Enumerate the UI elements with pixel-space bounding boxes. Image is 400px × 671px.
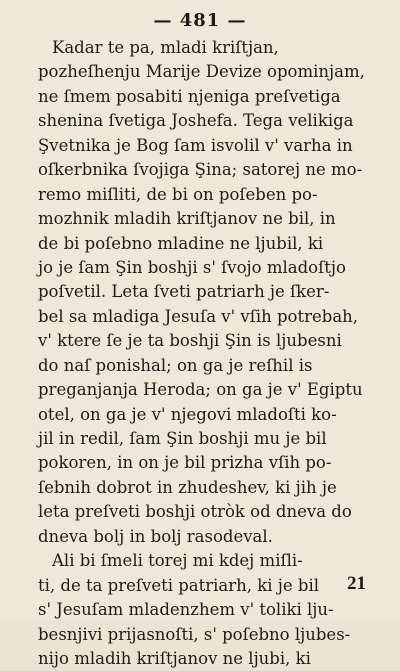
- text-line: dneva bolj in bolj rasodeval.: [38, 526, 273, 546]
- text-line: de bi poſebno mladine ne ljubil, ki: [38, 233, 324, 253]
- text-line: jil in redil, ſam Şin boshji mu je bil: [38, 429, 327, 448]
- text-line: pokoren, in on je bil prizha vſih po-: [38, 453, 332, 473]
- text-line: bel sa mladiga Jesuſa v' vſih potrebah,: [38, 306, 359, 326]
- text-line: otel, on ga je v' njegovi mladoſti ko-: [38, 404, 337, 424]
- text-line: besnjivi prijasnoſti, s' poſebno ljubes-: [38, 624, 351, 644]
- text-line: v' ktere ſe je ta boshji Şin is ljubesni: [38, 331, 342, 351]
- text-block: [38, 36, 368, 671]
- text-line: do naſ ponishal; on ga je reſhil is: [38, 355, 313, 375]
- text-line: leta preſveti boshji otròk od dneva do: [38, 502, 352, 522]
- text-line: jo je ſam Şin boshji s' ſvojo mladoſtjo: [38, 257, 346, 277]
- page-number: — 481 —: [153, 10, 247, 31]
- text-line: ne ſmem posabiti njeniga preſvetiga: [38, 86, 341, 106]
- text-line: pozheſhenju Marije Devize opominjam,: [38, 62, 365, 82]
- text-line: preganjanja Heroda; on ga je v' Egiptu: [38, 380, 363, 400]
- text-line: Şvetnika je Bog ſam isvolil v' varha in: [38, 135, 353, 155]
- text-line: Ali bi ſmeli torej mi kdej miſli-: [52, 551, 303, 571]
- text-line: Kadar te pa, mladi kriſtjan,: [52, 38, 279, 57]
- text-line: remo miſliti, de bi on poſeben po-: [38, 184, 318, 204]
- signature-mark: 21: [347, 573, 366, 594]
- text-line: poſvetil. Leta ſveti patriarh je ſker-: [38, 282, 330, 302]
- text-line: oſkerbnika ſvojiga Şina; satorej ne mo-: [38, 160, 363, 180]
- text-line: shenina ſvetiga Joshefa. Tega velikiga: [38, 111, 354, 131]
- text-line: ſebnih dobrot in zhudeshev, ki jih je: [38, 477, 337, 497]
- text-line: nijo mladih kriſtjanov ne ljubi, ki: [38, 648, 311, 668]
- text-line: ti, de ta preſveti patriarh, ki je bil: [38, 575, 320, 595]
- text-line: mozhnik mladih kriſtjanov ne bil, in: [38, 209, 336, 229]
- text-line: s' Jesuſam mladenzhem v' toliki lju-: [38, 600, 334, 620]
